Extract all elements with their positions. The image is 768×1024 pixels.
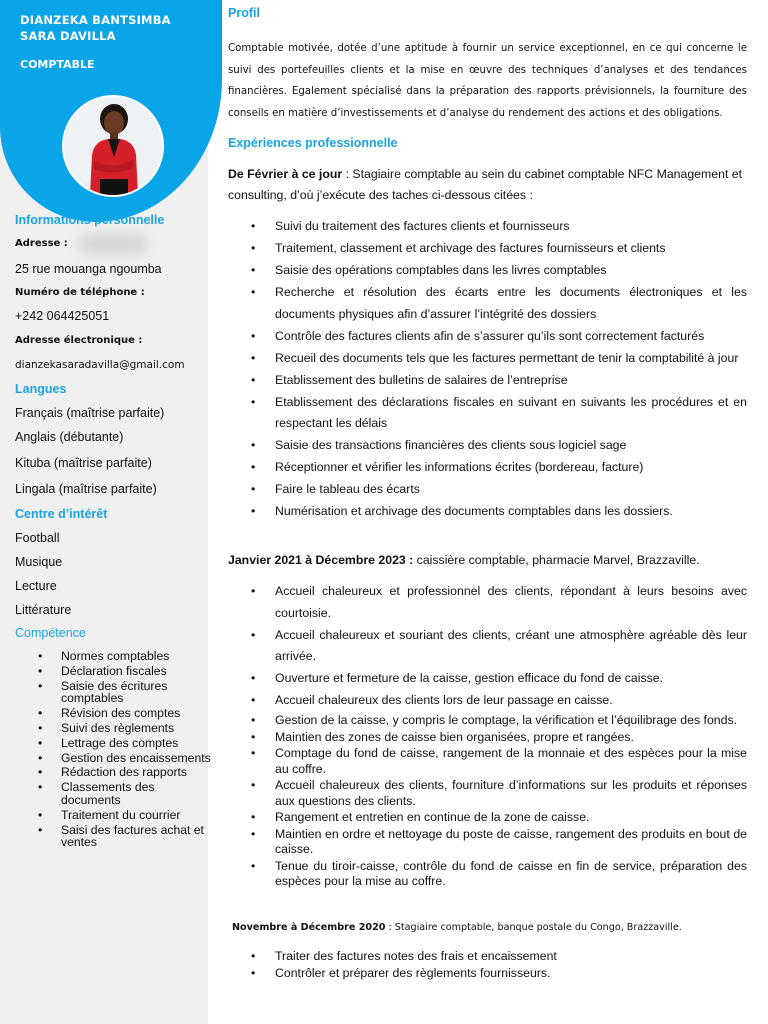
task-item: • Maintien en ordre et nettoyage du poste de caisse, rangement des produits en bout de caisse. bbox=[228, 827, 747, 858]
interests-heading: Centre d’intérêt bbox=[15, 507, 108, 521]
task-item: • Accueil chaleureux des clients, fourniture d’informations sur les produits et réponses aux questions des clients. bbox=[228, 778, 747, 809]
task-item: • Saisie des opérations comptables dans les livres comptables bbox=[228, 260, 747, 282]
task-item: • Tenue du tiroir-caisse, contrôle du fond de caisse en fin de service, préparation des espèces pour la mise au coffre. bbox=[228, 859, 747, 890]
job3-description: : Stagiaire comptable, banque postale du Congo, Brazzaville. bbox=[385, 922, 682, 933]
job3-tasks bbox=[228, 949, 747, 982]
skill-item: • Gestion des encaissements bbox=[38, 752, 213, 765]
task-item: • Recueil des documents tels que les factures permettant de tenir la comptabilité à jour bbox=[228, 348, 747, 370]
task-item: • Ouverture et fermeture de la caisse, gestion efficace du fond de caisse. bbox=[228, 668, 747, 690]
task-item: • Saisie des transactions financières des clients sous logiciel sage bbox=[228, 435, 747, 457]
task-item: • Comptage du fond de caisse, rangement de la monnaie et des espèces pour la mise au coffre. bbox=[228, 746, 747, 777]
task-item: • Numérisation et archivage des documents comptables dans les dossiers. bbox=[228, 501, 747, 523]
interest-item: Musique bbox=[15, 555, 63, 569]
task-item: • Gestion de la caisse, y compris le comptage, la vérification et l’équilibrage des fonds. bbox=[228, 713, 747, 729]
job3-intro bbox=[232, 922, 747, 933]
skill-item: • Normes comptables bbox=[38, 650, 213, 663]
experience-heading: Expériences professionnelle bbox=[228, 136, 398, 150]
job3-period: Novembre à Décembre 2020 bbox=[232, 922, 386, 933]
skill-item: • Suivi des règlements bbox=[38, 722, 213, 735]
redacted-area bbox=[78, 233, 148, 255]
task-item: • Réceptionner et vérifier les informations écrites (bordereau, facture) bbox=[228, 457, 747, 479]
language-item: Anglais (débutante) bbox=[15, 430, 124, 444]
task-item: • Accueil chaleureux des clients lors de leur passage en caisse. bbox=[228, 690, 747, 712]
task-item: • Contrôle des factures clients afin de s’assurer qu’ils sont correctement facturés bbox=[228, 326, 747, 348]
job1-tasks bbox=[228, 216, 747, 523]
job2-tasks-b bbox=[228, 713, 747, 891]
skills-heading: Compétence bbox=[15, 626, 86, 640]
skill-item: • Rédaction des rapports bbox=[38, 766, 213, 779]
profile-photo bbox=[62, 95, 164, 197]
skill-item: • Déclaration fiscales bbox=[38, 665, 213, 678]
skill-item: • Saisi des factures achat et ventes bbox=[38, 824, 213, 850]
skills-list bbox=[38, 650, 213, 851]
job2-description: caissière comptable, pharmacie Marvel, Brazzaville. bbox=[413, 553, 700, 567]
candidate-name: DIANZEKA BANTSIMBA SARA DAVILLA bbox=[20, 13, 171, 43]
job2-intro bbox=[228, 550, 747, 571]
address-value: 25 rue mouanga ngoumba bbox=[15, 262, 162, 276]
person-portrait-icon bbox=[64, 97, 162, 195]
skill-item: • Traitement du courrier bbox=[38, 809, 213, 822]
task-item: • Etablissement des bulletins de salaires de l’entreprise bbox=[228, 370, 747, 392]
language-item: Lingala (maîtrise parfaite) bbox=[15, 482, 157, 496]
task-item: • Rangement et entretien en continue de la zone de caisse. bbox=[228, 810, 747, 826]
profile-text: Comptable motivée, dotée d’une aptitude à fournir un service exceptionnel, en ce qui concerne le suivi des portefeuilles clients et la mise en œuvre des techniques d’analyses et des tendances financières. Egalement spécialisé dans la préparation des rapports prévisionnels, la fourniture des conseils en matière d’investissements et d’analyse du rendement des actions et des obligations. bbox=[228, 43, 747, 120]
email-label: Adresse électronique : bbox=[15, 335, 143, 346]
job1-period: De Février à ce jour bbox=[228, 167, 343, 181]
job2-period: Janvier 2021 à Décembre 2023 : bbox=[228, 553, 414, 567]
task-item: • Accueil chaleureux et souriant des clients, créant une atmosphère agréable dès leur arrivée. bbox=[228, 625, 747, 668]
skill-item: • Révision des comptes bbox=[38, 707, 213, 720]
skill-item: • Classements des documents bbox=[38, 781, 213, 807]
skill-item: • Saisie des écritures comptables bbox=[38, 680, 213, 706]
job2-tasks-a bbox=[228, 581, 747, 712]
languages-heading: Langues bbox=[15, 382, 67, 396]
phone-value: +242 064425051 bbox=[15, 309, 110, 323]
job1-description: : Stagiaire comptable au sein du cabinet comptable NFC Management et consulting, d’où j’exécute des taches ci-dessous citées : bbox=[228, 167, 743, 202]
task-item: • Recherche et résolution des écarts entre les documents électroniques et les documents physiques afin d’assurer l’intégrité des dossiers bbox=[228, 282, 747, 325]
language-item: Kituba (maîtrise parfaite) bbox=[15, 456, 152, 470]
phone-label: Numéro de téléphone : bbox=[15, 287, 145, 298]
language-item: Français (maîtrise parfaite) bbox=[15, 406, 165, 420]
interest-item: Lecture bbox=[15, 579, 57, 593]
address-label: Adresse : bbox=[15, 238, 68, 249]
job1-intro bbox=[228, 164, 747, 206]
task-item: • Contrôler et préparer des règlements fournisseurs. bbox=[228, 966, 747, 982]
task-item: • Suivi du traitement des factures clients et fournisseurs bbox=[228, 216, 747, 238]
skill-item: • Lettrage des comptes bbox=[38, 737, 213, 750]
task-item: • Faire le tableau des écarts bbox=[228, 479, 747, 501]
task-item: • Traiter des factures notes des frais et encaissement bbox=[228, 949, 747, 965]
interest-item: Football bbox=[15, 531, 60, 545]
interest-item: Littérature bbox=[15, 603, 72, 617]
task-item: • Traitement, classement et archivage des factures fournisseurs et clients bbox=[228, 238, 747, 260]
personal-info-heading: Informations personnelle bbox=[15, 213, 165, 227]
task-item: • Etablissement des déclarations fiscales en suivant en suivants les procédures et en respectant les délais bbox=[228, 392, 747, 435]
task-item: • Accueil chaleureux et professionnel des clients, répondant à leurs besoins avec courtoisie. bbox=[228, 581, 747, 624]
task-item: • Maintien des zones de caisse bien organisées, propre et rangées. bbox=[228, 730, 747, 746]
profile-heading: Profil bbox=[228, 6, 260, 20]
job-title: COMPTABLE bbox=[20, 58, 95, 71]
email-value: dianzekasaradavilla@gmail.com bbox=[15, 359, 185, 371]
